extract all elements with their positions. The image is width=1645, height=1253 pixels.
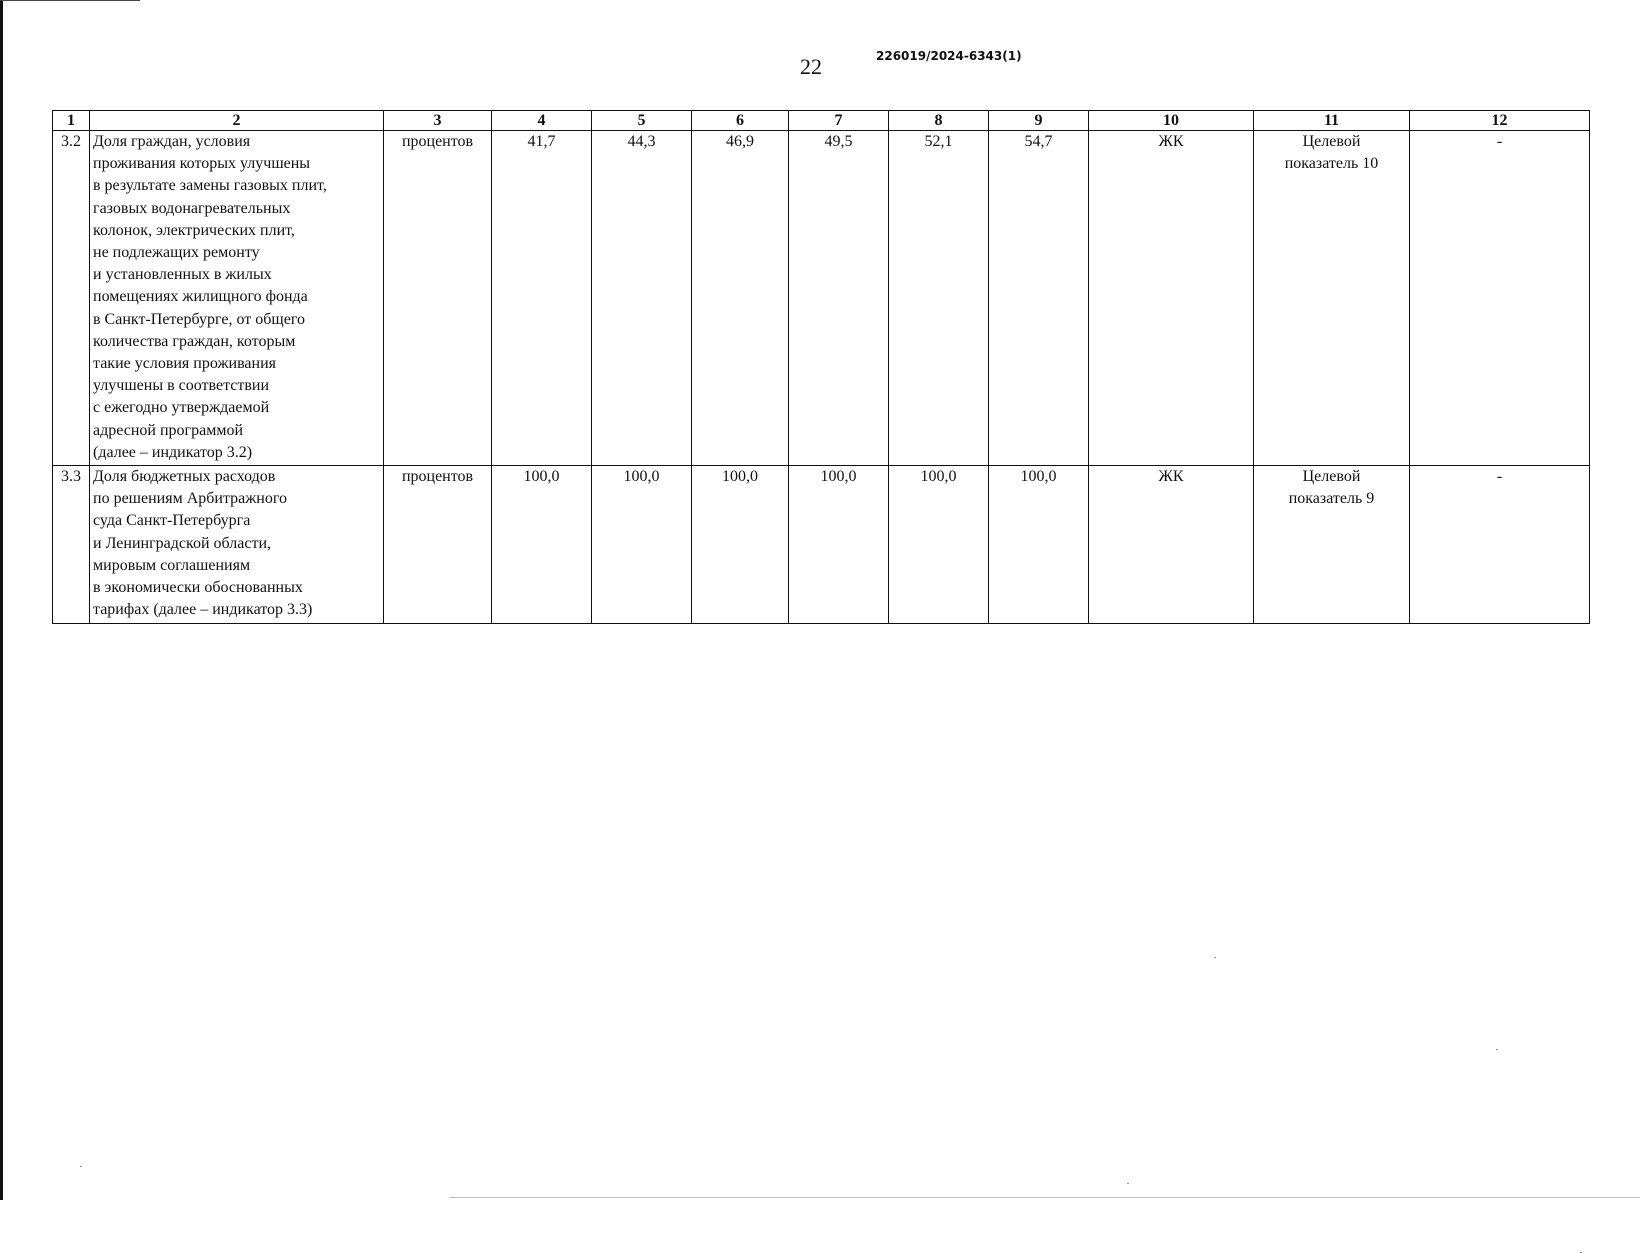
indicator-name-line: в результате замены газовых плит,	[93, 177, 327, 195]
indicator-name-line: Доля граждан, условия	[93, 133, 251, 150]
value-cell: 49,5	[789, 131, 889, 466]
indicator-name-line: с ежегодно утверждаемой	[93, 399, 270, 417]
value-cell: 100,0	[789, 466, 889, 624]
indicator-name-line: и установленных в жилых	[93, 266, 272, 284]
column-header: 4	[492, 111, 592, 131]
indicators-table	[52, 110, 1590, 624]
indicator-name-line: помещениях жилищного фонда	[93, 288, 308, 306]
target-indicator-line: Целевой	[1302, 133, 1361, 150]
indicator-name-line: (далее – индикатор 3.2)	[93, 443, 253, 461]
page-number: 22	[800, 54, 822, 79]
column-header: 11	[1254, 111, 1410, 131]
note-cell: -	[1410, 466, 1590, 624]
value-cell: 100,0	[592, 466, 692, 624]
source-cell: ЖК	[1089, 131, 1254, 466]
column-number-row	[53, 111, 1590, 131]
indicator-name-line: количества граждан, которым	[93, 332, 296, 350]
indicator-name-line: улучшены в соответствии	[93, 377, 270, 395]
value-cell: 100,0	[492, 466, 592, 624]
column-header: 7	[789, 111, 889, 131]
column-header: 8	[889, 111, 989, 131]
value-cell: 100,0	[692, 466, 789, 624]
row-number: 3.3	[53, 466, 90, 624]
scan-bottom-rule	[450, 1197, 1640, 1198]
value-cell: 46,9	[692, 131, 789, 466]
column-header: 9	[989, 111, 1089, 131]
indicator-name-line: колонок, электрических плит,	[93, 221, 295, 239]
column-header: 1	[53, 111, 90, 131]
value-cell: 54,7	[989, 131, 1089, 466]
column-header: 10	[1089, 111, 1254, 131]
column-header: 5	[592, 111, 692, 131]
column-header: 6	[692, 111, 789, 131]
scan-speck	[80, 1166, 82, 1167]
scan-speck	[1127, 1183, 1129, 1184]
indicator-name-line: такие условия проживания	[93, 355, 276, 373]
scan-top-rule	[0, 0, 140, 1]
indicator-name-line: тарифах (далее – индикатор 3.3)	[93, 601, 313, 619]
indicator-name-cell	[90, 466, 384, 624]
scan-left-edge	[0, 0, 3, 1200]
source-cell: ЖК	[1089, 466, 1254, 624]
indicator-name-cell	[90, 131, 384, 466]
indicator-name-line: в экономически обоснованных	[93, 579, 303, 597]
indicator-name-line: суда Санкт-Петербурга	[93, 512, 251, 530]
note-cell: -	[1410, 131, 1590, 466]
value-cell: 52,1	[889, 131, 989, 466]
indicator-name-line: и Ленинградской области,	[93, 534, 272, 552]
table-row-indicator-3-2	[53, 131, 1590, 466]
indicator-name-line: не подлежащих ремонту	[93, 244, 260, 262]
indicator-name-line: мировым соглашениям	[93, 556, 251, 574]
document-code: 226019/2024-6343(1)	[876, 49, 1022, 63]
indicator-name-line: проживания которых улучшены	[93, 155, 311, 173]
scan-speck	[1496, 1049, 1498, 1050]
column-header: 3	[384, 111, 492, 131]
column-header: 2	[90, 111, 384, 131]
indicator-name-line: в Санкт-Петербурге, от общего	[93, 310, 306, 328]
value-cell: 100,0	[989, 466, 1089, 624]
indicator-name-line: газовых водонагревательных	[93, 199, 291, 217]
table-row-indicator-3-3	[53, 466, 1590, 624]
target-indicator-cell	[1254, 466, 1410, 624]
row-number: 3.2	[53, 131, 90, 466]
indicator-name-line: Доля бюджетных расходов	[93, 468, 276, 485]
value-cell: 41,7	[492, 131, 592, 466]
column-header: 12	[1410, 111, 1590, 131]
target-indicator-line: показатель 10	[1284, 155, 1379, 173]
unit-cell: процентов	[384, 466, 492, 624]
indicator-name-line: по решениям Арбитражного	[93, 490, 288, 508]
target-indicator-line: показатель 9	[1288, 490, 1375, 508]
unit-cell: процентов	[384, 131, 492, 466]
target-indicator-line: Целевой	[1302, 468, 1361, 485]
value-cell: 100,0	[889, 466, 989, 624]
target-indicator-cell	[1254, 131, 1410, 466]
scan-speck	[1214, 957, 1216, 958]
indicator-name-line: адресной программой	[93, 421, 244, 439]
value-cell: 44,3	[592, 131, 692, 466]
